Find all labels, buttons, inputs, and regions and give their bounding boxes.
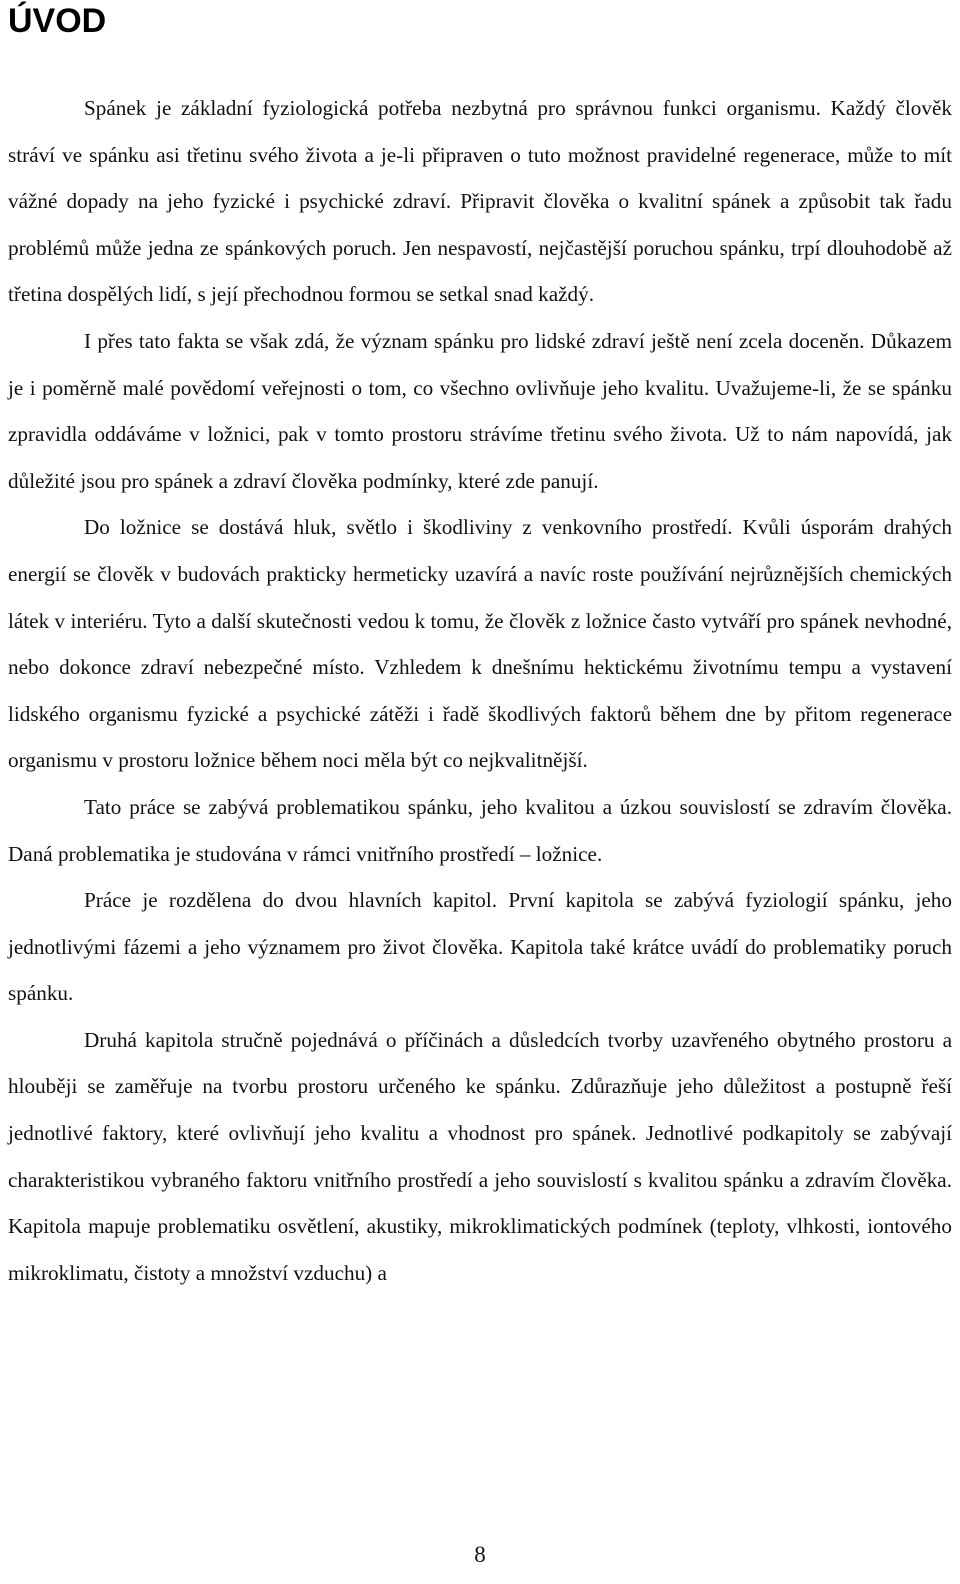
section-heading: ÚVOD — [8, 2, 107, 40]
paragraph-4: Tato práce se zabývá problematikou spánku, jeho kvalitou a úzkou souvislostí se zdravím člověka. Daná problematika je studována v rámci vnitřního prostředí – ložnice. — [8, 794, 952, 866]
paragraph-6: Druhá kapitola stručně pojednává o příčinách a důsledcích tvorby uzavřeného obytného prostoru a hlouběji se zaměřuje na tvorbu prostoru určeného ke spánku. Zdůrazňuje jeho důležitost a postupně řeší jednotlivé faktory, které ovlivňují jeho kvalitu a vhodnost pro spánek. Jednotlivé podkapitoly se zabývají charakteristikou vybraného faktoru vnitřního prostředí a jeho souvislostí s kvalitou spánku a zdravím člověka. Kapitola mapuje problematiku osvětlení, akustiky, mikroklimatických podmínek (teploty, vlhkosti, iontového mikroklimatu, čistoty a množství vzduchu) a — [8, 1027, 952, 1285]
page-number: 8 — [474, 1542, 486, 1567]
body-text — [8, 85, 952, 1296]
paragraph-3: Do ložnice se dostává hluk, světlo i škodliviny z venkovního prostředí. Kvůli úsporám drahých energií se člověk v budovách prakticky hermeticky uzavírá a navíc roste používání nejrůznějších chemických látek v interiéru. Tyto a další skutečnosti vedou k tomu, že člověk z ložnice často vytváří pro spánek nevhodné, nebo dokonce zdraví nebezpečné místo. Vzhledem k dnešnímu hektickému životnímu tempu a vystavení lidského organismu fyzické a psychické zátěži i řadě škodlivých faktorů během dne by přitom regenerace organismu v prostoru ložnice během noci měla být co nejkvalitnější. — [8, 515, 952, 773]
paragraph-1: Spánek je základní fyziologická potřeba nezbytná pro správnou funkci organismu. Každý člověk stráví ve spánku asi třetinu svého života a je-li připraven o tuto možnost pravidelné regenerace, může to mít vážné dopady na jeho fyzické i psychické zdraví. Připravit člověka o kvalitní spánek a způsobit tak řadu problémů může jedna ze spánkových poruch. Jen nespavostí, nejčastější poruchou spánku, trpí dlouhodobě až třetina dospělých lidí, s její přechodnou formou se setkal snad každý. — [8, 96, 952, 307]
paragraph-2: I přes tato fakta se však zdá, že význam spánku pro lidské zdraví ještě není zcela doceněn. Důkazem je i poměrně malé povědomí veřejnosti o tom, co všechno ovlivňuje jeho kvalitu. Uvažujeme-li, že se spánku zpravidla oddáváme v ložnici, pak v tomto prostoru strávíme třetinu svého života. Už to nám napovídá, jak důležité jsou pro spánek a zdraví člověka podmínky, které zde panují. — [8, 328, 952, 493]
paragraph-5: Práce je rozdělena do dvou hlavních kapitol. První kapitola se zabývá fyziologií spánku, jeho jednotlivými fázemi a jeho významem pro život člověka. Kapitola také krátce uvádí do problematiky poruch spánku. — [8, 888, 952, 1006]
